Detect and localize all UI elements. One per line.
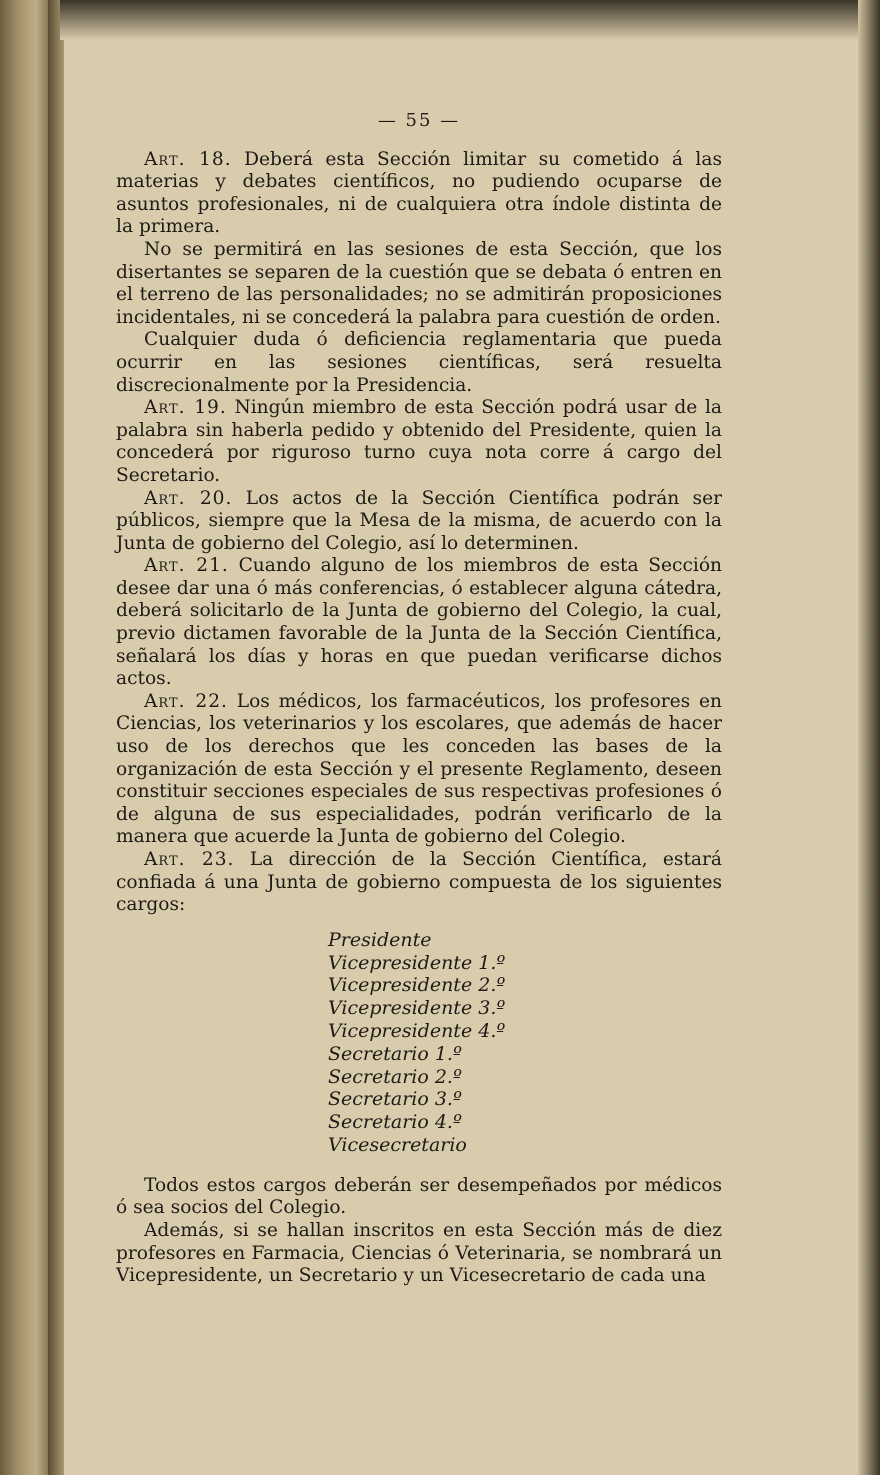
cargo-item: Secretario 2.º [328,1065,462,1088]
cargo-item: Vicesecretario [328,1133,467,1156]
article-number: Art. 23. [144,849,235,870]
closing-paragraph: Todos estos cargos deberán ser desempeñados por médicos ó sea socios del Colegio. [116,1174,722,1219]
cargo-item: Vicepresidente 4.º [328,1019,506,1042]
paragraph-text: La dirección de la Sección Científica, estará confiada á una Junta de gobierno compuesta de los siguientes cargos: [116,849,722,916]
article-paragraph [116,849,722,917]
cargo-item: Presidente [328,928,432,951]
paragraph-text: No se permitirá en las sesiones de esta Sección, que los disertantes se separen de la cuestión que se debata ó entren en el terreno de las personalidades; no se admitirán proposiciones incidentales, ni se concederá la palabra para cuestión de orden. [116,238,722,328]
closing-paragraph: Además, si se hallan inscritos en esta Sección más de diez profesores en Farmacia, Ciencias ó Veterinaria, se nombrará un Vicepresidente, un Secretario y un Vicesecretario de cada una [116,1219,722,1287]
book-gutter [48,0,64,1475]
page-number: — 55 — [377,110,461,131]
cargo-item: Vicepresidente 3.º [328,997,506,1020]
article-number: Art. 21. [144,555,229,577]
paragraph-text: Ningún miembro de esta Sección podrá usar de la palabra sin haberla pedido y obtenido del Presidente, quien la concederá por riguroso turno cuya nota corre á cargo del Secretario. [116,397,722,486]
cargo-item: Secretario 3.º [328,1088,462,1111]
cargo-item: Vicepresidente 2.º [328,974,506,997]
article-paragraph [116,555,722,691]
cargo-item: Vicepresidente 1.º [328,951,506,974]
cargo-item: Secretario 1.º [328,1042,462,1065]
paragraph-text: Los actos de la Sección Científica podrán ser públicos, siempre que la Mesa de la misma, de acuerdo con la Junta de gobierno del Colegio, así lo determinen. [116,487,722,554]
article-number: Art. 22. [144,690,228,712]
paragraph-text: Deberá esta Sección limitar su cometido á las materias y debates científicos, no pudiendo ocuparse de asuntos profesionales, ni de cualquiera otra índole distinta de la primera. [116,148,722,238]
article-number: Art. 18. [144,148,232,170]
left-page-edge [0,0,48,1475]
paragraph-text: Cuando alguno de los miembros de esta Sección desee dar una ó más conferencias, ó establecer alguna cátedra, deberá solicitarlo de la Junta de gobierno del Colegio, la cual, previo dictamen favorable de la Junta de la Sección Científica, señalará los días y horas en que puedan verificarse dichos actos. [116,555,722,690]
article-paragraph [116,488,722,556]
article-paragraph [116,239,722,329]
article-number: Art. 19. [144,397,227,419]
right-page-edge [858,0,880,1475]
paragraph-text: Los médicos, los farmacéuticos, los profesores en Ciencias, los veterinarios y los escolares, que además de hacer uso de los derechos que les conceden las bases de la organización de esta Sección y el presente Reglamento, deseen constituir secciones especiales de sus respectivas profesiones ó de alguna de sus especialidades, podrán verificarlo de la manera que acuerde la Junta de gobierno del Colegio. [116,690,722,848]
cargos-list [328,929,722,1157]
article-number: Art. 20. [144,487,233,509]
top-page-edge [60,0,860,40]
article-paragraph [116,397,722,487]
cargo-item: Secretario 4.º [328,1111,462,1134]
article-paragraph [116,149,722,239]
paragraph-text: Cualquier duda ó deficiencia reglamentaria que pueda ocurrir en las sesiones científicas, será resuelta discrecionalmente por la Presidencia. [116,329,722,396]
article-paragraph [116,691,722,849]
text-column [116,110,722,1288]
article-paragraph [116,329,722,397]
